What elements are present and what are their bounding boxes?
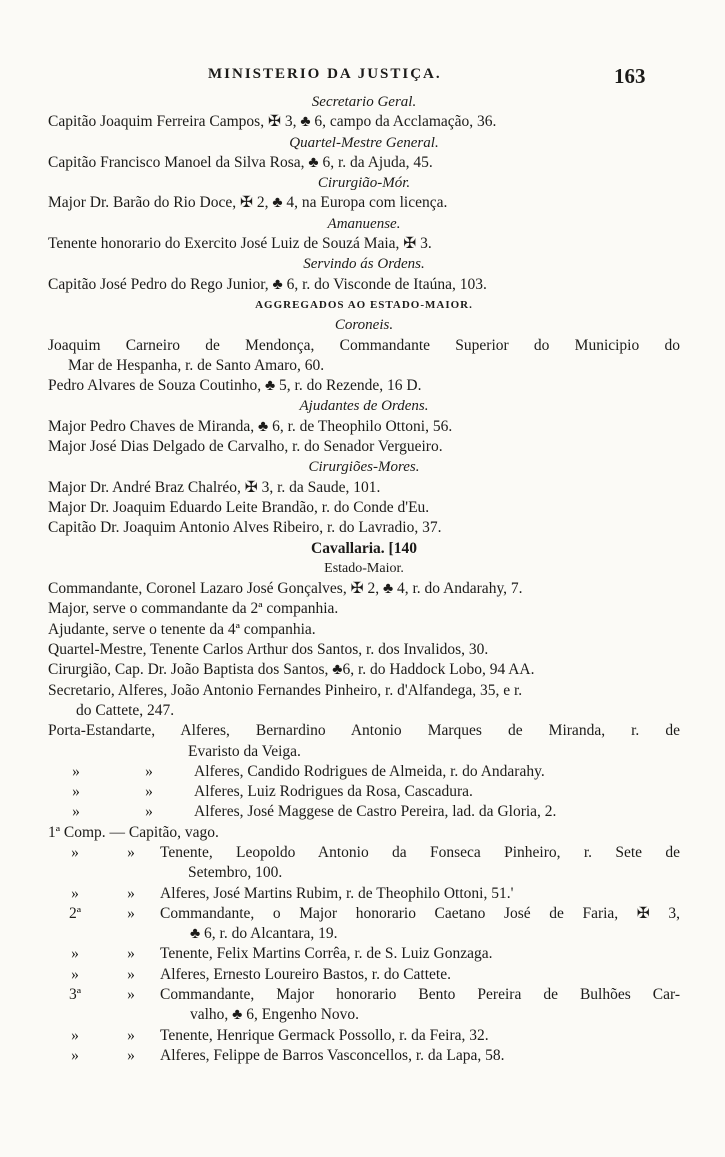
ditto-mark: » bbox=[127, 843, 135, 861]
ditto-mark: » bbox=[127, 945, 135, 963]
entry-line: Ajudante, serve o tenente da 4ª companhia. bbox=[48, 620, 316, 638]
entry-line: Cirurgião, Cap. Dr. João Baptista dos Santos, ♣6, r. do Haddock Lobo, 94 AA. bbox=[48, 661, 535, 679]
ditto-row bbox=[48, 965, 680, 985]
ditto-mark: » bbox=[127, 904, 135, 922]
entry-text: Alferes, José Martins Rubim, r. de Theophilo Ottoni, 51.' bbox=[160, 884, 514, 902]
entry-text: Alferes, José Maggese de Castro Pereira, lad. da Gloria, 2. bbox=[194, 803, 557, 821]
page-number: 163 bbox=[614, 64, 646, 88]
section-heading-bold: Cavallaria. [140 bbox=[311, 539, 417, 557]
entry-text: Alferes, Ernesto Loureiro Bastos, r. do Cattete. bbox=[160, 965, 451, 983]
ditto-row bbox=[48, 802, 680, 822]
ditto-row bbox=[48, 782, 680, 802]
ditto-mark: » bbox=[127, 986, 135, 1004]
ditto-mark: » bbox=[71, 884, 79, 902]
ditto-mark: » bbox=[127, 1046, 135, 1064]
running-header bbox=[0, 66, 725, 92]
ditto-mark: » bbox=[71, 1046, 79, 1064]
entry-continuation: do Cattete, 247. bbox=[76, 701, 175, 719]
section-heading: Servindo ás Ordens. bbox=[303, 256, 425, 273]
entry-continuation: Mar de Hespanha, r. de Santo Amaro, 60. bbox=[68, 356, 325, 374]
entry-line: Major Pedro Chaves de Miranda, ♣ 6, r. de Theophilo Ottoni, 56. bbox=[48, 417, 453, 435]
ditto-row bbox=[48, 884, 680, 904]
entry-continuation: Evaristo da Veiga. bbox=[188, 742, 301, 760]
section-heading: Ajudantes de Ordens. bbox=[299, 398, 429, 415]
ditto-mark: » bbox=[71, 1026, 79, 1044]
company-row bbox=[48, 904, 680, 924]
entry-line: Commandante, Coronel Lazaro José Gonçalves, ✠ 2, ♣ 4, r. do Andarahy, 7. bbox=[48, 580, 523, 598]
ditto-mark: » bbox=[145, 783, 153, 801]
entry-continuation: valho, ♣ 6, Engenho Novo. bbox=[190, 1006, 360, 1024]
ditto-mark: » bbox=[71, 843, 79, 861]
company-number: 3ª bbox=[68, 986, 82, 1004]
entry-line: Porta-Estandarte, Alferes, Bernardino Antonio Marques de Miranda, r. de bbox=[48, 722, 680, 740]
entry-line: Major José Dias Delgado de Carvalho, r. do Senador Vergueiro. bbox=[48, 438, 443, 456]
page-body bbox=[48, 92, 680, 1066]
company-row bbox=[48, 985, 680, 1005]
entry-continuation: ♣ 6, r. do Alcantara, 19. bbox=[190, 925, 338, 943]
section-heading-caps: AGGREGADOS AO ESTADO-MAIOR. bbox=[255, 298, 473, 311]
ditto-mark: » bbox=[72, 762, 80, 780]
entry-line: Secretario, Alferes, João Antonio Fernandes Pinheiro, r. d'Alfandega, 35, e r. bbox=[48, 681, 523, 699]
ditto-mark: » bbox=[127, 965, 135, 983]
ditto-mark: » bbox=[127, 884, 135, 902]
ditto-mark: » bbox=[72, 803, 80, 821]
ditto-mark: » bbox=[145, 803, 153, 821]
entry-line: Pedro Alvares de Souza Coutinho, ♣ 5, r. do Rezende, 16 D. bbox=[48, 377, 422, 395]
entry-text: Tenente, Henrique Germack Possollo, r. da Feira, 32. bbox=[160, 1026, 489, 1044]
running-title: MINISTERIO DA JUSTIÇA. bbox=[208, 66, 442, 82]
ditto-row bbox=[48, 762, 680, 782]
entry-line: Major, serve o commandante da 2ª companhia. bbox=[48, 600, 339, 618]
entry-text: Commandante, o Major honorario Caetano José de Faria, ✠ 3, bbox=[160, 904, 680, 922]
entry-line: Capitão Francisco Manoel da Silva Rosa, ♣ 6, r. da Ajuda, 45. bbox=[48, 153, 433, 171]
ditto-row bbox=[48, 843, 680, 863]
ditto-row bbox=[48, 944, 680, 964]
entry-line: Joaquim Carneiro de Mendonça, Commandante Superior do Municipio do bbox=[48, 336, 680, 354]
entry-text: Alferes, Luiz Rodrigues da Rosa, Cascadura. bbox=[194, 783, 473, 801]
section-heading: Cirurgião-Mór. bbox=[317, 175, 411, 192]
ditto-mark: » bbox=[71, 965, 79, 983]
entry-text: Tenente, Felix Martins Corrêa, r. de S. Luiz Gonzaga. bbox=[160, 945, 493, 963]
entry-line: Tenente honorario do Exercito José Luiz de Souzá Maia, ✠ 3. bbox=[48, 235, 432, 253]
entry-line: Major Dr. Joaquim Eduardo Leite Brandão, r. do Conde d'Eu. bbox=[48, 498, 430, 516]
ditto-mark: » bbox=[127, 1026, 135, 1044]
company-line bbox=[48, 823, 680, 843]
section-heading: Secretario Geral. bbox=[311, 94, 417, 110]
entry-text: Capitão, vago. bbox=[128, 823, 219, 841]
entry-line: Capitão Dr. Joaquim Antonio Alves Ribeiro, r. do Lavradio, 37. bbox=[48, 519, 442, 537]
ditto-mark: » bbox=[71, 945, 79, 963]
section-heading: Quartel-Mestre General. bbox=[289, 134, 439, 151]
entry-line: Capitão José Pedro do Rego Junior, ♣ 6, r. do Visconde de Itaúna, 103. bbox=[48, 275, 487, 293]
ditto-mark: » bbox=[145, 762, 153, 780]
entry-line: Capitão Joaquim Ferreira Campos, ✠ 3, ♣ 6, campo da Acclamação, 36. bbox=[48, 113, 497, 131]
entry-line: Major Dr. Barão do Rio Doce, ✠ 2, ♣ 4, na Europa com licença. bbox=[48, 194, 448, 212]
entry-text: Commandante, Major honorario Bento Pereira de Bulhões Car- bbox=[160, 986, 680, 1004]
section-heading: Cirurgiões-Mores. bbox=[308, 459, 420, 476]
entry-text: Tenente, Leopoldo Antonio da Fonseca Pinheiro, r. Sete de bbox=[160, 843, 680, 861]
entry-line: Quartel-Mestre, Tenente Carlos Arthur dos Santos, r. dos Invalidos, 30. bbox=[48, 641, 489, 659]
section-heading: Amanuense. bbox=[327, 215, 401, 232]
entry-text: Alferes, Candido Rodrigues de Almeida, r. do Andarahy. bbox=[194, 762, 545, 780]
subsection-heading: Estado-Maior. bbox=[324, 560, 404, 576]
ditto-row bbox=[48, 1026, 680, 1046]
section-heading: Coroneis. bbox=[334, 317, 394, 334]
entry-continuation: Setembro, 100. bbox=[188, 864, 283, 882]
entry-line: Major Dr. André Braz Chalréo, ✠ 3, r. da Saude, 101. bbox=[48, 478, 381, 496]
entry-text: Alferes, Felippe de Barros Vasconcellos, r. da Lapa, 58. bbox=[160, 1046, 505, 1064]
company-label: 1ª Comp. — bbox=[48, 823, 129, 841]
company-number: 2ª bbox=[68, 904, 82, 922]
ditto-row bbox=[48, 1046, 680, 1066]
ditto-mark: » bbox=[72, 783, 80, 801]
